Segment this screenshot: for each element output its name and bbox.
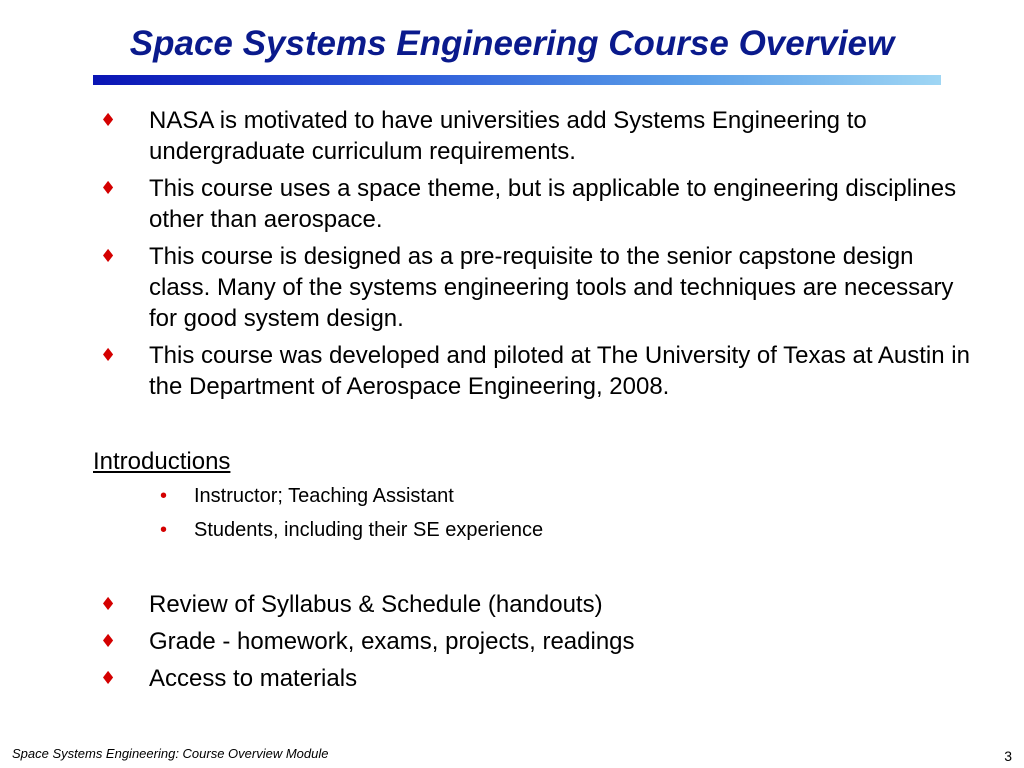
bullet-item [100,589,990,620]
dot-bullet-icon: • [160,485,168,507]
diamond-bullet-icon: ♦ [100,631,117,652]
bullet-text: Grade - homework, exams, projects, readings [149,628,635,655]
sub-bullet-text: Instructor; Teaching Assistant [194,485,454,507]
diamond-bullet-icon: ♦ [100,110,117,131]
bullet-item [100,663,990,694]
bullet-text: This course was developed and piloted at The University of Texas at Austin in the Department of Aerospace Engineering, 2008. [149,342,970,400]
bullet-text: This course is designed as a pre-requisite to the senior capstone design class. Many of the systems engineering tools and techniques are necessary for good system design. [149,243,954,332]
sub-bullet-item [160,517,543,543]
sub-bullet-text: Students, including their SE experience [194,519,544,541]
diamond-bullet-icon: ♦ [100,178,117,199]
bullet-text: Review of Syllabus & Schedule (handouts) [149,591,603,618]
bullet-text: NASA is motivated to have universities add Systems Engineering to undergraduate curriculum requirements. [149,107,867,165]
diamond-bullet-icon: ♦ [100,345,117,366]
diamond-bullet-icon: ♦ [100,668,117,689]
dot-bullet-icon: • [160,519,168,541]
diamond-bullet-icon: ♦ [100,246,117,267]
bullet-text: Access to materials [149,665,358,692]
footer-module-title: Space Systems Engineering: Course Overview Module [12,746,329,761]
bullet-item [100,241,990,334]
page-number: 3 [1004,748,1012,764]
bullet-text: This course uses a space theme, but is applicable to engineering disciplines other than aerospace. [149,175,957,233]
bullet-item [100,173,990,235]
bullet-item [100,105,990,167]
diamond-bullet-icon: ♦ [100,594,117,615]
sub-bullet-item [160,483,454,509]
bullet-item [100,626,990,657]
introductions-heading: Introductions [93,448,231,475]
bullet-item [100,340,990,402]
slide-title: Space Systems Engineering Course Overview [129,24,895,63]
title-underline-bar [93,75,941,85]
